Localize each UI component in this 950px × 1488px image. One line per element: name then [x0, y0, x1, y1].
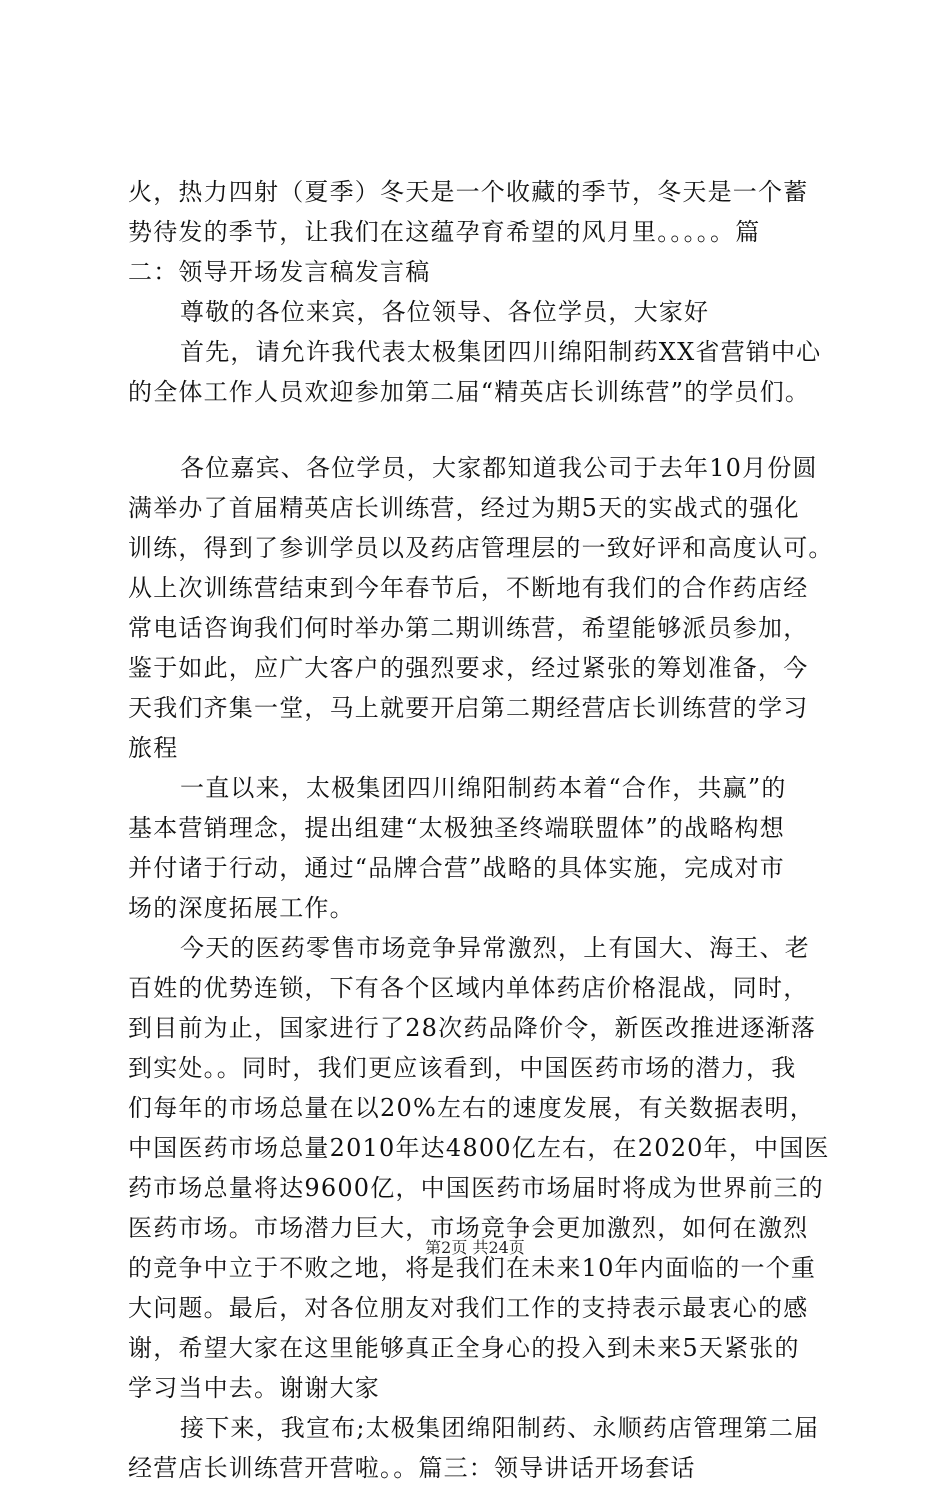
- text-line: 并付诸于行动，通过“品牌合营”战略的具体实施，完成对市: [128, 854, 785, 882]
- text-line: 学习当中去。谢谢大家: [128, 1374, 380, 1402]
- text-line: 基本营销理念，提出组建“太极独圣终端联盟体”的战略构想: [128, 814, 785, 842]
- text-line: 尊敬的各位来宾，各位领导、各位学员，大家好: [180, 298, 710, 326]
- text-line: 旅程: [128, 734, 179, 762]
- text-line: 谢，希望大家在这里能够真正全身心的投入到未来5天紧张的: [128, 1334, 800, 1362]
- text-line: 中国医药市场总量2010年达4800亿左右，在2020年，中国医: [128, 1134, 830, 1162]
- text-line: 一直以来，太极集团四川绵阳制药本着“合作，共赢”的: [180, 774, 787, 802]
- text-line: 火，热力四射（夏季）冬天是一个收藏的季节，冬天是一个蓄: [128, 178, 809, 206]
- text-line: 常电话咨询我们何时举办第二期训练营，希望能够派员参加，: [128, 614, 809, 642]
- text-line: 从上次训练营结束到今年春节后，不断地有我们的合作药店经: [128, 574, 809, 602]
- document-body: [128, 172, 834, 1488]
- text-line: 天我们齐集一堂，马上就要开启第二期经营店长训练营的学习: [128, 694, 809, 722]
- text-line: 鉴于如此，应广大客户的强烈要求，经过紧张的筹划准备，今: [128, 654, 809, 682]
- text-line: 二：领导开场发言稿发言稿: [128, 258, 431, 286]
- text-line: 到实处。。同时，我们更应该看到，中国医药市场的潜力，我: [128, 1054, 797, 1082]
- text-line: 满举办了首届精英店长训练营，经过为期5天的实战式的强化: [128, 494, 800, 522]
- text-line: 的竞争中立于不败之地，将是我们在未来10年内面临的一个重: [128, 1254, 817, 1282]
- text-line: 接下来，我宣布;太极集团绵阳制药、永顺药店管理第二届: [180, 1414, 820, 1442]
- text-line: 大问题。最后，对各位朋友对我们工作的支持表示最衷心的感: [128, 1294, 809, 1322]
- page-number-footer: 第2页 共24页: [425, 1238, 525, 1257]
- text-line: 训练，得到了参训学员以及药店管理层的一致好评和高度认可。: [128, 534, 834, 562]
- text-line: 药市场总量将达9600亿，中国医药市场届时将成为世界前三的: [128, 1174, 824, 1202]
- text-line: 场的深度拓展工作。: [128, 894, 355, 922]
- paragraph-gap: [128, 412, 828, 448]
- text-line: 势待发的季节，让我们在这蕴孕育希望的风月里。。。。。篇: [128, 218, 761, 246]
- text-line: 各位嘉宾、各位学员，大家都知道我公司于去年10月份圆: [180, 454, 818, 482]
- text-line: 百姓的优势连锁，下有各个区域内单体药店价格混战，同时，: [128, 974, 809, 1002]
- text-line: 经营店长训练营开营啦。。篇三：领导讲话开场套话: [128, 1454, 696, 1482]
- text-line: 到目前为止，国家进行了28次药品降价令，新医改推进逐渐落: [128, 1014, 817, 1042]
- text-line: 医药市场。市场潜力巨大，市场竞争会更加激烈，如何在激烈: [128, 1214, 809, 1242]
- text-line: 今天的医药零售市场竞争异常激烈，上有国大、海王、老: [180, 934, 810, 962]
- text-line: 们每年的市场总量在以20%左右的速度发展，有关数据表明，: [128, 1094, 815, 1122]
- text-line: 的全体工作人员欢迎参加第二届“精英店长训练营”的学员们。: [128, 378, 811, 406]
- text-line: 首先，请允许我代表太极集团四川绵阳制药XX省营销中心: [180, 338, 822, 366]
